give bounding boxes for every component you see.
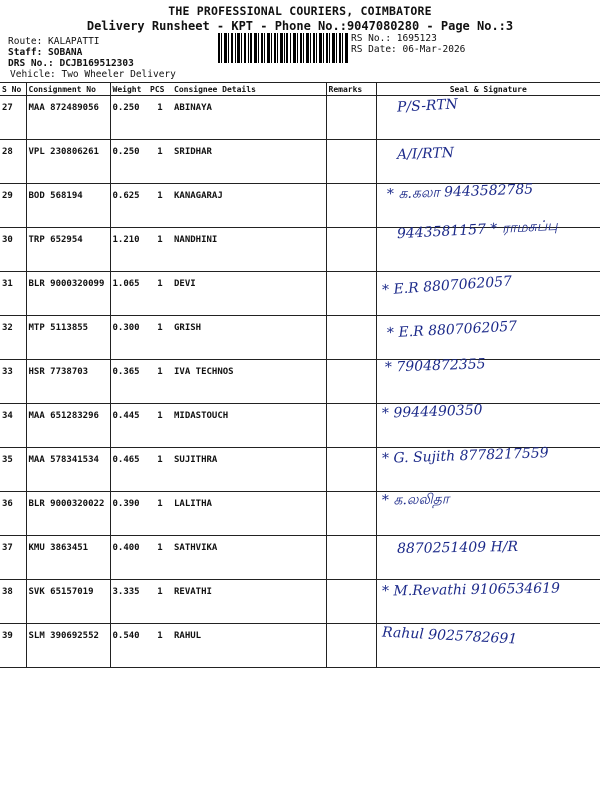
cell-weight: 0.250: [110, 140, 148, 184]
cell-pcs: 1: [148, 624, 172, 668]
cell-weight: 1.210: [110, 228, 148, 272]
cell-signature: [376, 140, 600, 184]
col-header-consignee: Consignee Details: [172, 83, 326, 96]
vehicle-label: Vehicle: Two Wheeler Delivery: [10, 69, 176, 80]
cell-weight: 0.400: [110, 536, 148, 580]
cell-sno: 32: [0, 316, 26, 360]
cell-consignee: SRIDHAR: [172, 140, 326, 184]
table-row: [0, 492, 600, 536]
cell-consignment: KMU 3863451: [26, 536, 110, 580]
drs-number: DRS No.: DCJB169512303: [8, 58, 134, 69]
cell-pcs: 1: [148, 316, 172, 360]
cell-consignment: MAA 872489056: [26, 96, 110, 140]
cell-consignee: IVA TECHNOS: [172, 360, 326, 404]
col-header-weight: Weight: [110, 83, 148, 96]
cell-pcs: 1: [148, 184, 172, 228]
handwritten-signature: * M.Revathi 9106534619: [381, 580, 560, 600]
cell-consignment: SVK 65157019: [26, 580, 110, 624]
cell-weight: 0.540: [110, 624, 148, 668]
barcode-icon: [218, 33, 348, 63]
cell-weight: 0.465: [110, 448, 148, 492]
cell-consignee: SATHVIKA: [172, 536, 326, 580]
cell-sno: 28: [0, 140, 26, 184]
table-row: [0, 140, 600, 184]
cell-sno: 33: [0, 360, 26, 404]
handwritten-signature: * G. Sujith 8778217559: [381, 445, 549, 467]
handwritten-signature: P/S-RTN: [396, 96, 458, 116]
cell-consignment: MAA 578341534: [26, 448, 110, 492]
handwritten-signature: * 7904872355: [384, 356, 486, 376]
cell-signature: [376, 316, 600, 360]
col-header-remarks: Remarks: [326, 83, 376, 96]
table-row: [0, 448, 600, 492]
table-row: [0, 360, 600, 404]
cell-sno: 39: [0, 624, 26, 668]
table-row: [0, 580, 600, 624]
cell-sno: 27: [0, 96, 26, 140]
col-header-signature: Seal & Signature: [376, 83, 600, 96]
cell-remarks: [326, 360, 376, 404]
cell-sno: 31: [0, 272, 26, 316]
col-header-pcs: PCS: [148, 83, 172, 96]
cell-remarks: [326, 316, 376, 360]
rs-number: RS No.: 1695123: [351, 33, 437, 44]
cell-signature: [376, 580, 600, 624]
cell-consignment: BLR 9000320022: [26, 492, 110, 536]
table-row: [0, 96, 600, 140]
cell-weight: 0.390: [110, 492, 148, 536]
handwritten-signature: 9443581157 * ராமசுப்பு: [396, 217, 558, 243]
cell-consignment: MAA 651283296: [26, 404, 110, 448]
cell-remarks: [326, 624, 376, 668]
runsheet-subtitle: Delivery Runsheet - KPT - Phone No.:9047080280 - Page No.:3: [86, 19, 514, 33]
cell-consignment: HSR 7738703: [26, 360, 110, 404]
cell-signature: [376, 96, 600, 140]
cell-consignment: BOD 568194: [26, 184, 110, 228]
cell-weight: 0.365: [110, 360, 148, 404]
cell-weight: 1.065: [110, 272, 148, 316]
handwritten-signature: * E.R 8807062057: [381, 273, 513, 299]
cell-pcs: 1: [148, 140, 172, 184]
handwritten-signature: A/I/RTN: [396, 145, 454, 163]
cell-remarks: [326, 184, 376, 228]
cell-sno: 38: [0, 580, 26, 624]
table-row: [0, 536, 600, 580]
cell-consignee: MIDASTOUCH: [172, 404, 326, 448]
cell-consignee: ABINAYA: [172, 96, 326, 140]
cell-remarks: [326, 536, 376, 580]
cell-consignee: REVATHI: [172, 580, 326, 624]
cell-remarks: [326, 228, 376, 272]
cell-signature: [376, 445, 600, 492]
cell-pcs: 1: [148, 272, 172, 316]
cell-consignee: KANAGARAJ: [172, 184, 326, 228]
handwritten-signature: * க.லலிதா: [381, 491, 449, 509]
cell-signature: [376, 272, 600, 316]
cell-remarks: [326, 492, 376, 536]
cell-weight: 0.300: [110, 316, 148, 360]
cell-pcs: 1: [148, 448, 172, 492]
cell-pcs: 1: [148, 492, 172, 536]
company-title: THE PROFESSIONAL COURIERS, COIMBATORE: [168, 4, 432, 18]
cell-consignment: TRP 652954: [26, 228, 110, 272]
cell-weight: 0.445: [110, 404, 148, 448]
cell-consignment: VPL 230806261: [26, 140, 110, 184]
cell-pcs: 1: [148, 96, 172, 140]
table-row: [0, 228, 600, 272]
cell-pcs: 1: [148, 536, 172, 580]
cell-consignee: RAHUL: [172, 624, 326, 668]
handwritten-signature: 8870251409 H/R: [396, 538, 518, 558]
cell-signature: [376, 624, 600, 668]
cell-remarks: [326, 96, 376, 140]
cell-remarks: [326, 448, 376, 492]
cell-consignee: GRISH: [172, 316, 326, 360]
table-row: [0, 316, 600, 360]
cell-consignee: DEVI: [172, 272, 326, 316]
table-header-row: [0, 83, 600, 96]
table-row: [0, 272, 600, 316]
cell-remarks: [326, 404, 376, 448]
runsheet-table: [0, 82, 600, 668]
cell-signature: [376, 492, 600, 536]
cell-consignment: SLM 390692552: [26, 624, 110, 668]
cell-sno: 34: [0, 404, 26, 448]
cell-sno: 29: [0, 184, 26, 228]
cell-consignment: BLR 9000320099: [26, 272, 110, 316]
cell-sno: 37: [0, 536, 26, 580]
cell-remarks: [326, 272, 376, 316]
cell-weight: 3.335: [110, 580, 148, 624]
route-label: Route: KALAPATTI: [8, 36, 100, 47]
cell-signature: [376, 404, 600, 448]
cell-remarks: [326, 580, 376, 624]
col-header-sno: S No: [0, 83, 26, 96]
col-header-consignment: Consignment No: [26, 83, 110, 96]
cell-signature: [376, 217, 600, 272]
cell-consignee: NANDHINI: [172, 228, 326, 272]
cell-signature: [376, 536, 600, 580]
cell-sno: 30: [0, 228, 26, 272]
cell-remarks: [326, 140, 376, 184]
handwritten-signature: * E.R 8807062057: [386, 318, 518, 342]
cell-consignee: LALITHA: [172, 492, 326, 536]
cell-signature: [376, 356, 600, 404]
cell-pcs: 1: [148, 360, 172, 404]
handwritten-signature: Rahul 9025782691: [381, 624, 518, 648]
handwritten-signature: * க.கலா 9443582785: [386, 181, 533, 203]
cell-sno: 35: [0, 448, 26, 492]
cell-sno: 36: [0, 492, 26, 536]
cell-pcs: 1: [148, 580, 172, 624]
table-row: [0, 404, 600, 448]
cell-consignment: MTP 5113855: [26, 316, 110, 360]
cell-consignee: SUJITHRA: [172, 448, 326, 492]
cell-pcs: 1: [148, 404, 172, 448]
cell-weight: 0.250: [110, 96, 148, 140]
cell-pcs: 1: [148, 228, 172, 272]
table-row: [0, 624, 600, 668]
handwritten-signature: * 9944490350: [381, 402, 483, 422]
rs-date: RS Date: 06-Mar-2026: [351, 44, 466, 55]
cell-weight: 0.625: [110, 184, 148, 228]
staff-label: Staff: SOBANA: [8, 47, 83, 58]
